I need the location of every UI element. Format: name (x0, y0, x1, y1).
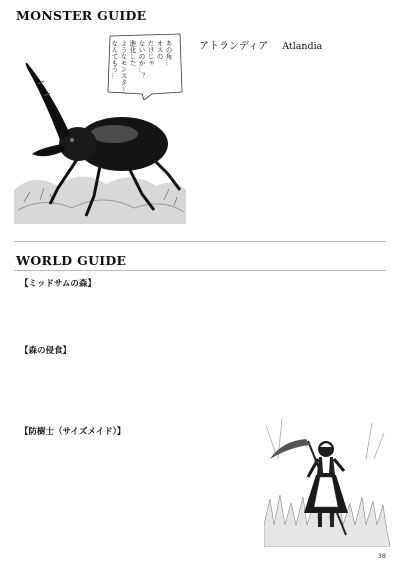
page-number: 38 (377, 552, 386, 560)
scythe-maid-illustration (264, 419, 390, 547)
speech-bubble-line: あの角… (164, 40, 173, 66)
speech-bubble-line: なんてもう… (110, 40, 119, 79)
monster-name-english: Atlandia (282, 41, 323, 52)
monster-guide-title: MONSTER GUIDE (16, 8, 147, 23)
world-guide-title: WORLD GUIDE (16, 253, 127, 268)
speech-bubble-line: オスの (155, 40, 164, 60)
section-divider (14, 241, 386, 242)
speech-bubble (104, 30, 186, 100)
monster-name-japanese: アトランディア (199, 41, 269, 52)
speech-bubble-line: ないのか…？ (137, 40, 146, 79)
section-divider (14, 270, 386, 271)
speech-bubble-line: だけじゃ (146, 40, 155, 66)
location-title-scythe-maid: 【防樹士（サイズメイド）】 (20, 427, 126, 437)
location-title-forest-invasion: 【森の侵食】 (20, 346, 72, 356)
location-title-midsum-forest: 【ミッドサムの森】 (20, 279, 96, 289)
monster-name (199, 34, 322, 53)
speech-bubble-line: ようなモンスター (119, 40, 128, 92)
speech-bubble-line: 進化した (128, 40, 137, 66)
